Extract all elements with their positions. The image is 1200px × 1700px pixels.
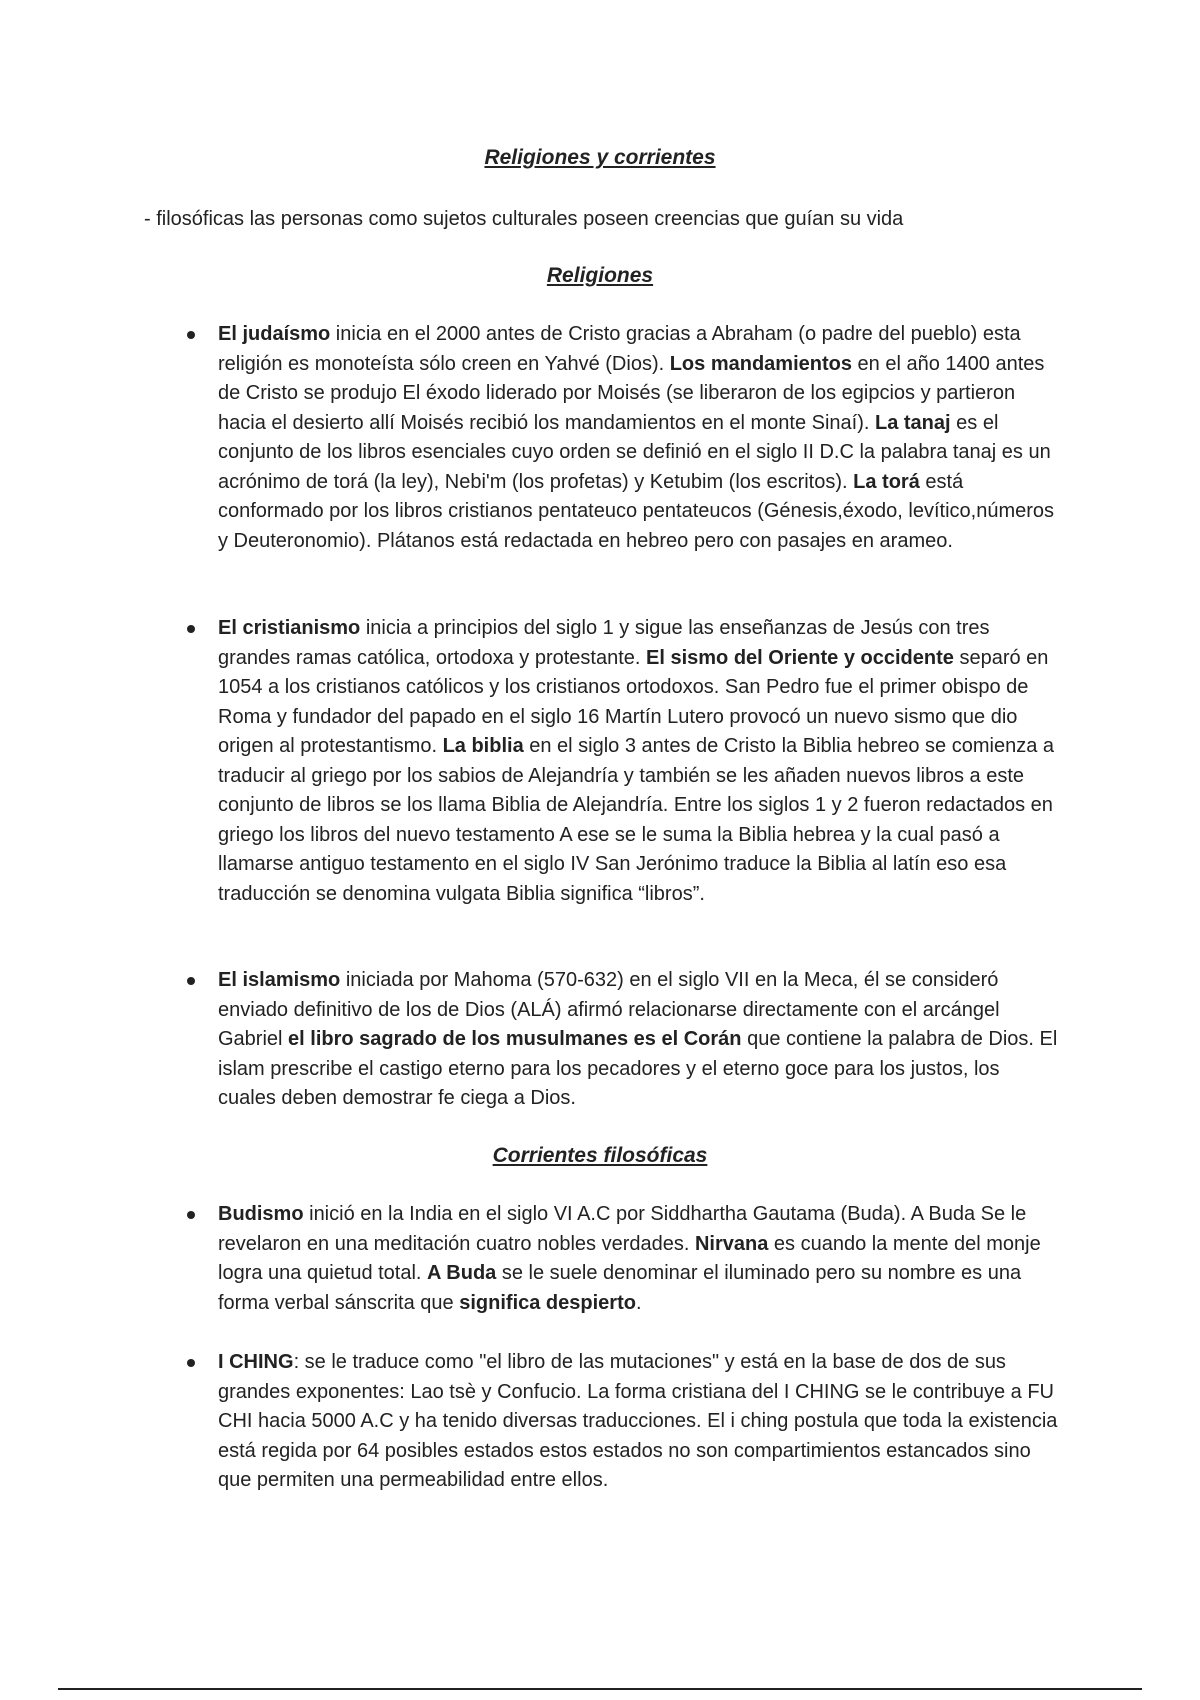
page-title: Religiones y corrientes	[484, 146, 716, 169]
body-text: en el siglo 3 antes de Cristo la Biblia hebreo se comienza a traducir al griego por los sabios de Alejandría y también se les añaden nuevos libros a este conjunto de libros se los llama Biblia de Alejandría. Entre los siglos 1 y 2 fueron redactados en griego los libros del nuevo testamento A ese se le suma la Biblia hebrea y la cual pasó a llamarse antiguo testamento en el siglo IV San Jerónimo traduce la Biblia al latín eso esa traducción se denomina vulgata Biblia significa “libros”.	[218, 735, 1054, 905]
body-text: .	[635, 1291, 642, 1314]
bold-term: Budismo	[218, 1203, 304, 1225]
body-text: inicia en el 2000 antes de Cristo gracias a Abraham (o padre del pueblo) esta religión es monoteísta sólo creen en Yahvé (Dios).	[218, 323, 1021, 375]
bold-term: El cristianismo	[218, 617, 361, 639]
bullet-icon	[187, 625, 195, 633]
bullet-icon	[187, 1211, 195, 1219]
section-heading-corrientes: Corrientes filosóficas	[492, 1144, 708, 1167]
bullet-icon	[187, 1359, 195, 1367]
body-text: en el año 1400 antes de Cristo se produjo El éxodo liderado por Moisés (se liberaron de los egipcios y partieron hacia el desierto allí Moisés recibió los mandamientos en el monte Sinaí).	[218, 352, 1045, 434]
body-text: es el conjunto de los libros esenciales cuyo orden se definió en el siglo II D.C la palabra tanaj es un acrónimo de torá (la ley), Nebi'm (los profetas) y Ketubim (los escritos).	[218, 411, 1051, 493]
bold-term: I CHING	[218, 1351, 294, 1373]
list-item-judaismo	[218, 320, 1058, 556]
footer-divider	[58, 1688, 1142, 1690]
section-heading-religiones: Religiones	[546, 264, 654, 287]
list-item-i-ching	[218, 1348, 1058, 1496]
bullet-icon	[187, 331, 195, 339]
list-item-cristianismo	[218, 614, 1058, 909]
list-item-budismo	[218, 1200, 1058, 1318]
body-text: se le suele denominar el iluminado pero su nombre es una forma verbal sánscrita que	[218, 1262, 1022, 1314]
body-text: inicia a principios del siglo 1 y sigue las enseñanzas de Jesús con tres grandes ramas católica, ortodoxa y protestante.	[218, 617, 990, 669]
body-text: separó en 1054 a los cristianos católicos y los cristianos ortodoxos. San Pedro fue el primer obispo de Roma y fundador del papado en el siglo 16 Martín Lutero provocó un nuevo sismo que dio origen al protestantismo.	[218, 646, 1049, 757]
body-text: que contiene la palabra de Dios. El islam prescribe el castigo eterno para los pecadores y el eterno goce para los justos, los cuales deben demostrar fe ciega a Dios.	[218, 1028, 1058, 1109]
body-text: : se le traduce como "el libro de las mutaciones" y está en la base de dos de sus grandes exponentes: Lao tsè y Confucio. La forma cristiana del I CHING se le contribuye a FU CHI hacia 5000 A.C y ha tenido diversas traducciones. El i ching postula que toda la existencia está regida por 64 posibles estados estos estados no son compartimientos estancados sino que permiten una permeabilidad entre ellos.	[218, 1351, 1058, 1491]
body-text: iniciada por Mahoma (570-632) en el siglo VII en la Meca, él se consideró enviado definitivo de los de Dios (ALÁ) afirmó relacionarse directamente con el arcángel Gabriel	[218, 969, 1000, 1050]
bold-term: Los mandamientos	[669, 352, 852, 375]
bold-term: La tanaj	[875, 411, 951, 434]
body-text: está conformado por los libros cristianos pentateuco pentateucos (Génesis,éxodo, levítico,números y Deuteronomio). Plátanos está redactada en hebreo pero con pasajes en arameo.	[218, 470, 1055, 552]
bold-term: La torá	[853, 470, 920, 493]
bold-term: Nirvana	[694, 1232, 769, 1255]
intro-paragraph: - filosóficas las personas como sujetos culturales poseen creencias que guían su vida	[144, 208, 904, 230]
bold-term: A Buda	[427, 1262, 497, 1284]
bold-term: El sismo del Oriente y occidente	[646, 646, 954, 669]
bold-term: significa despierto	[459, 1291, 636, 1314]
bold-term: el libro sagrado de los musulmanes es el Corán	[288, 1028, 742, 1050]
bold-term: El judaísmo	[218, 323, 331, 345]
list-item-islamismo	[218, 966, 1058, 1114]
bold-term: La biblia	[442, 735, 524, 757]
bold-term: El islamismo	[218, 969, 341, 991]
body-text: es cuando la mente del monje logra una quietud total.	[218, 1232, 1041, 1284]
body-text: inició en la India en el siglo VI A.C por Siddhartha Gautama (Buda). A Buda Se le revelaron en una meditación cuatro nobles verdades.	[218, 1203, 1027, 1255]
bullet-icon	[187, 977, 195, 985]
